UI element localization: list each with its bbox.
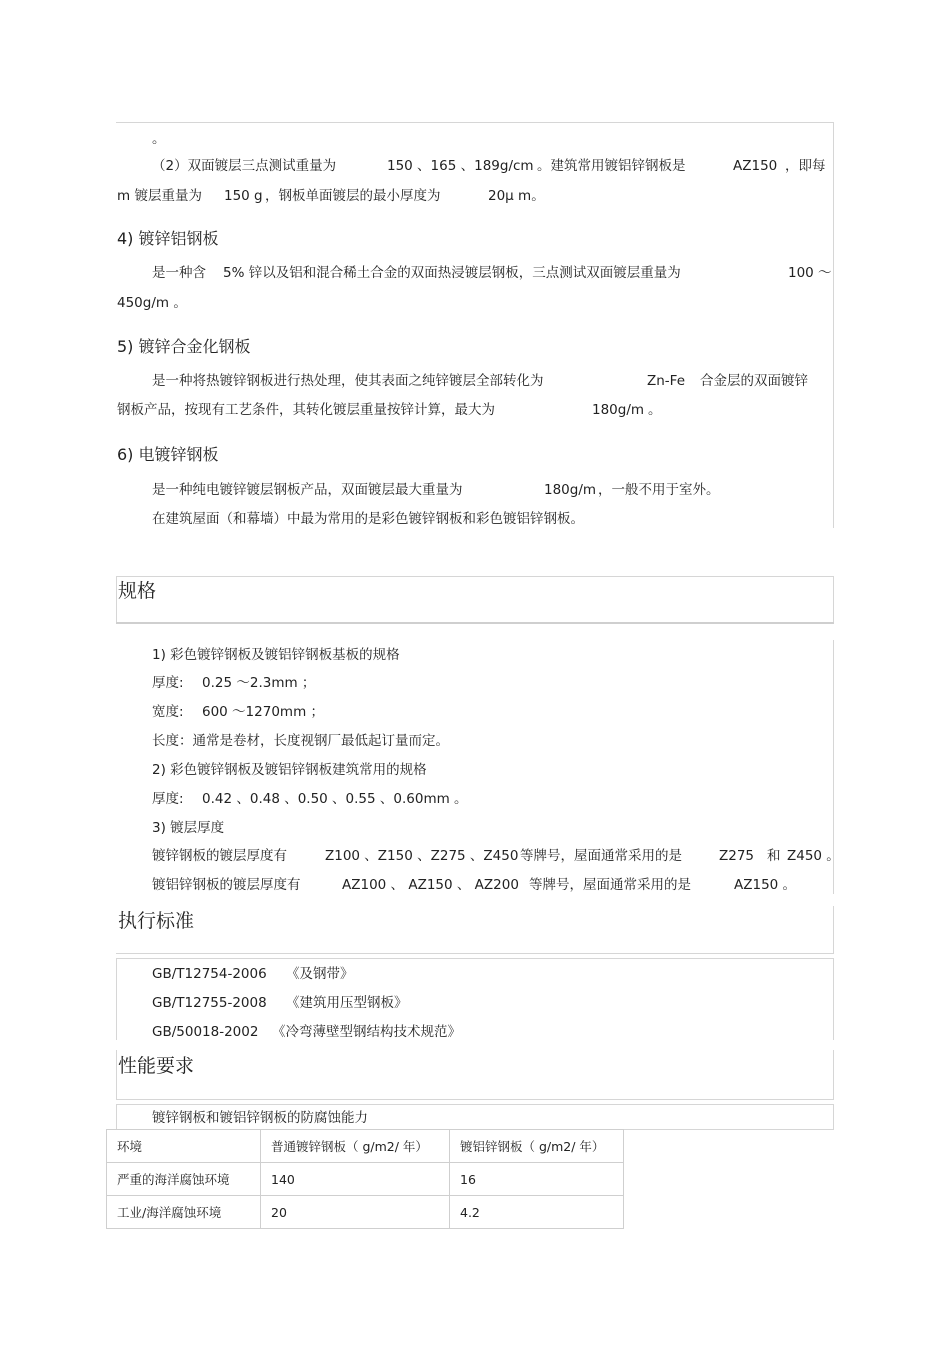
table-row <box>107 1196 624 1229</box>
para-galvannealed2-a: 钢板产品，按现有工艺条件，其转化镀层重量按锌计算，最大为 <box>117 402 495 418</box>
frame-right-line <box>833 122 834 528</box>
spec-sub1: 1) 彩色镀锌钢板及镀铝锌钢板基板的规格 <box>152 647 400 663</box>
perf-heading-box <box>116 1050 834 1100</box>
spec-sub3: 3) 镀层厚度 <box>152 820 225 836</box>
para-electro-b: 180g/m <box>544 482 597 498</box>
table-header-cell: 普通镀锌钢板（ g/m2/ 年） <box>261 1130 450 1163</box>
spec-zinc-d: Z275 <box>719 848 755 864</box>
spec-thickness2-value: 0.42 、0.48 、0.50 、0.55 、0.60mm 。 <box>202 791 468 807</box>
para-coating-weight-c: 。建筑常用镀铝锌钢板是 <box>537 158 686 174</box>
std-row2-code: GB/T12755-2008 <box>152 995 267 1011</box>
spec-width-label: 宽度: <box>152 704 184 720</box>
std-row1-code: GB/T12754-2006 <box>152 966 267 982</box>
table-cell: 工业/海洋腐蚀环境 <box>107 1196 261 1229</box>
spec-zinc-e: 和 <box>767 848 781 864</box>
spec-zinc-f: Z450 。 <box>787 848 840 864</box>
para-electro-a: 是一种纯电镀锌镀层钢板产品，双面镀层最大重量为 <box>152 482 463 498</box>
spec-az-b: AZ100 、 AZ150 、 AZ200 <box>342 877 519 893</box>
para-galvannealed2-b: 180g/m <box>592 402 645 418</box>
para-galvannealed-b: Zn-Fe <box>647 373 686 389</box>
para-zinc-aluminum-a: 是一种含 <box>152 265 206 281</box>
para-zinc-aluminum-b: 5% 锌以及铝和混合稀土合金的双面热浸镀层钢板，三点测试双面镀层重量为 <box>223 265 681 281</box>
heading-galvannealed: 5) 镀锌合金化钢板 <box>117 337 251 356</box>
std-row1-title: 《及钢带》 <box>286 966 354 982</box>
para-zinc-aluminum-c: 100 ～ <box>788 265 832 281</box>
spec-az-c: 等牌号，屋面通常采用的是 <box>529 877 691 893</box>
table-header-cell: 镀铝锌钢板（ g/m2/ 年） <box>450 1130 624 1163</box>
para-coating-weight-e: ，即每 <box>785 158 826 174</box>
table-cell: 140 <box>261 1163 450 1196</box>
para-coating-weight2-a: m 镀层重量为 <box>117 188 202 204</box>
heading-zinc-aluminum: 4) 镀锌铝钢板 <box>117 229 219 248</box>
spec-az-d: AZ150 。 <box>734 877 797 893</box>
std-row3-title: 《冷弯薄壁型钢结构技术规范》 <box>272 1024 461 1040</box>
table-cell: 4.2 <box>450 1196 624 1229</box>
table-cell: 16 <box>450 1163 624 1196</box>
para-electro-c: ，一般不用于室外。 <box>598 482 720 498</box>
spec-width-value: 600 ～1270mm ； <box>202 704 325 720</box>
para-zinc-aluminum-2: 450g/m 。 <box>117 295 187 311</box>
spec-zinc-b: Z100 、Z150 、Z275 、Z450 <box>325 848 519 864</box>
table-row <box>107 1163 624 1196</box>
perf-caption: 镀锌钢板和镀铝锌钢板的防腐蚀能力 <box>152 1110 368 1126</box>
spec-az-a: 镀铝锌钢板的镀层厚度有 <box>152 877 301 893</box>
para-galvannealed-c: 合金层的双面镀锌 <box>700 373 808 389</box>
spec-zinc-c: 等牌号，屋面通常采用的是 <box>520 848 682 864</box>
para-coating-weight-b: 150 、165 、189g/cm <box>387 158 534 174</box>
std-row2-title: 《建筑用压型钢板》 <box>286 995 408 1011</box>
spec-sub2: 2) 彩色镀锌钢板及镀铝锌钢板建筑常用的规格 <box>152 762 427 778</box>
para-coating-weight2-d: 20μ m。 <box>488 188 545 204</box>
para-coating-weight-d: AZ150 <box>733 158 778 174</box>
heading-standards: 执行标准 <box>118 910 195 932</box>
lead-punctuation: 。 <box>152 131 166 147</box>
heading-spec: 规格 <box>118 580 157 602</box>
std-heading-box <box>116 906 834 954</box>
heading-electro-galvanized: 6) 电镀锌钢板 <box>117 445 219 464</box>
table-header-cell: 环境 <box>107 1130 261 1163</box>
std-row3-code: GB/50018-2002 <box>152 1024 259 1040</box>
spec-zinc-a: 镀锌钢板的镀层厚度有 <box>152 848 287 864</box>
para-galvannealed2-c: 。 <box>648 402 662 418</box>
heading-performance: 性能要求 <box>118 1055 195 1077</box>
spec-length: 长度：通常是卷材，长度视钢厂最低起订量而定。 <box>152 733 449 749</box>
spec-thickness1-label: 厚度: <box>152 675 184 691</box>
para-coating-weight-a: （2）双面镀层三点测试重量为 <box>152 158 337 174</box>
spec-heading-rule <box>116 622 834 624</box>
para-coating-weight2-b: 150 g <box>224 188 263 204</box>
para-galvannealed-a: 是一种将热镀锌钢板进行热处理，使其表面之纯锌镀层全部转化为 <box>152 373 544 389</box>
table-cell: 20 <box>261 1196 450 1229</box>
para-coating-weight2-c: ，钢板单面镀层的最小厚度为 <box>265 188 441 204</box>
corrosion-table <box>106 1129 624 1229</box>
table-header-row <box>107 1130 624 1163</box>
spec-thickness1-value: 0.25 ～2.3mm ； <box>202 675 316 691</box>
spec-thickness2-label: 厚度: <box>152 791 184 807</box>
frame-top-line <box>116 122 834 123</box>
table-cell: 严重的海洋腐蚀环境 <box>107 1163 261 1196</box>
para-electro-2: 在建筑屋面（和幕墙）中最为常用的是彩色镀锌钢板和彩色镀铝锌钢板。 <box>152 511 584 527</box>
spec-heading-box <box>116 576 834 624</box>
